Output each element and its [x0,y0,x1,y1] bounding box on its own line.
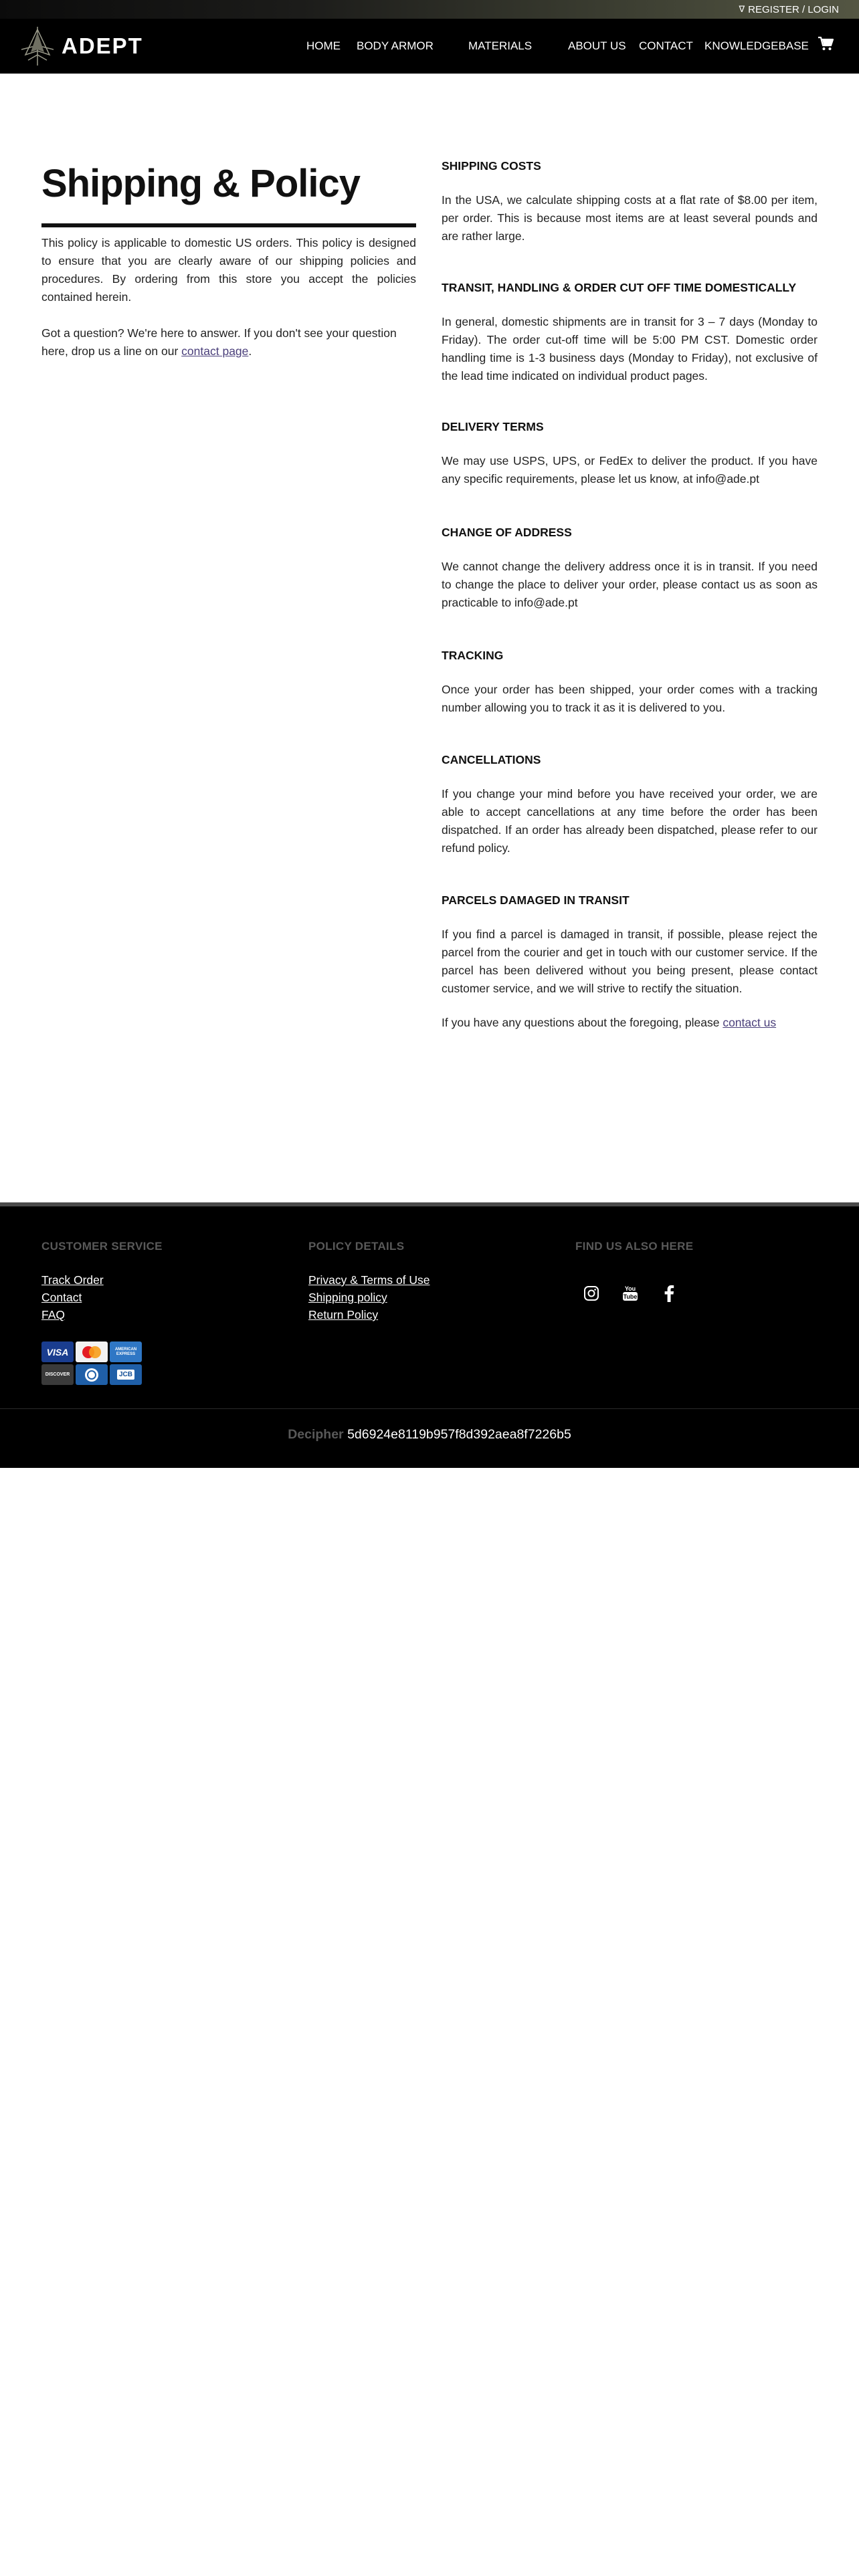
section-title: CANCELLATIONS [442,753,541,766]
closing-text: If you have any questions about the foregoing, please [442,1016,723,1029]
section-body: We may use USPS, UPS, or FedEx to deliver the product. If you have any specific requirements, please let us know, at info@ade.pt [442,454,818,486]
nav-about-us[interactable]: ABOUT US [568,39,626,52]
policy-details-heading: POLICY DETAILS [308,1240,405,1253]
main-nav [0,19,859,74]
footer-divider [0,1202,859,1206]
contact-page-link[interactable]: contact page [181,344,249,358]
privacy-terms-link[interactable]: Privacy & Terms of Use [308,1273,430,1287]
faq-link[interactable]: FAQ [41,1308,66,1321]
page-title: Shipping & Policy [41,162,361,205]
shipping-policy-link[interactable]: Shipping policy [308,1291,387,1304]
policy-intro-column [41,160,416,360]
nav-body-armor[interactable]: BODY ARMOR [357,39,434,52]
question-text: Got a question? We're here to answer. If you don't see your question here, drop us a line on our [41,326,397,358]
amex-card-icon: AMERICAN EXPRESS [110,1341,142,1362]
payment-cards [41,1341,142,1385]
section-title: DELIVERY TERMS [442,420,544,433]
nav-materials[interactable]: MATERIALS [468,39,533,52]
nav-contact[interactable]: CONTACT [639,39,693,52]
nav-home[interactable]: HOME [306,39,341,52]
contact-link[interactable]: Contact [41,1291,82,1304]
section-body: If you find a parcel is damaged in transit, if possible, please reject the parcel from the courier and get in touch with our customer service. If the parcel has been delivered without you being present, please contact customer service, and we will strive to rectify the situation. [442,928,818,995]
svg-text:You: You [624,1285,636,1292]
track-order-link[interactable]: Track Order [41,1273,104,1287]
discover-card-icon: DISCOVER [41,1364,74,1385]
decipher-hash: 5d6924e8119b957f8d392aea8f7226b5 [347,1427,571,1442]
diners-card-icon [76,1364,108,1385]
closing-paragraph [442,1014,818,1032]
site-header [0,19,859,74]
section-body: If you change your mind before you have received your order, we are able to accept cancellations at any time before the order has been dispatched. If an order has already been dispatched, please refer to our refund policy. [442,787,818,855]
triangle-down-icon: ∇ [739,4,745,14]
section-title: TRANSIT, HANDLING & ORDER CUT OFF TIME DOMESTICALLY [442,281,797,294]
question-end: . [248,344,252,358]
contact-us-link[interactable]: contact us [723,1016,777,1029]
nav-knowledgebase[interactable]: KNOWLEDGEBASE [704,39,809,52]
instagram-icon[interactable] [579,1281,603,1305]
visa-card-icon: VISA [41,1341,74,1362]
policy-intro: This policy is applicable to domestic US orders. This policy is designed to ensure that you are clearly aware of our shipping policies and procedures. By ordering from this store you accept the policies contained herein. [41,236,416,304]
jcb-card-icon: JCB [110,1364,142,1385]
return-policy-link[interactable]: Return Policy [308,1308,379,1321]
main-content [0,74,859,1442]
question-paragraph [41,324,416,360]
customer-service-heading: CUSTOMER SERVICE [41,1240,163,1253]
decipher-line [0,1427,859,1442]
cart-button[interactable] [818,36,834,54]
section-body: In the USA, we calculate shipping costs at a flat rate of $8.00 per item, per order. This is because most items are at least several pounds and are rather large. [442,193,818,243]
section-title: TRACKING [442,649,504,662]
title-divider [41,223,416,227]
cart-icon [818,36,834,51]
site-footer [0,1202,859,1468]
section-body: Once your order has been shipped, your order comes with a tracking number allowing you to track it as it is delivered to you. [442,683,818,714]
footer-separator [0,1408,859,1409]
youtube-icon[interactable] [618,1281,642,1305]
section-body: We cannot change the delivery address once it is in transit. If you need to change the place to deliver your order, please contact us as soon as practicable to info@ade.pt [442,560,818,609]
mastercard-card-icon [76,1341,108,1362]
find-us-heading: FIND US ALSO HERE [575,1240,694,1253]
register-login-label: REGISTER / LOGIN [748,3,839,15]
facebook-icon[interactable] [657,1281,681,1305]
section-title: SHIPPING COSTS [442,159,541,173]
section-title: PARCELS DAMAGED IN TRANSIT [442,893,630,907]
decipher-label: Decipher [288,1427,344,1442]
register-login-link[interactable] [739,4,839,15]
top-strip [0,0,859,19]
section-title: CHANGE OF ADDRESS [442,526,572,539]
section-body: In general, domestic shipments are in transit for 3 – 7 days (Monday to Friday). The order cut-off time will be 5:00 PM CST. Domestic order handling time is 1-3 business days (Monday to Friday), not exclusive of the lead time indicated on individual product pages. [442,315,818,383]
brand-name: ADEPT [62,33,143,58]
svg-text:Tube: Tube [623,1293,638,1300]
